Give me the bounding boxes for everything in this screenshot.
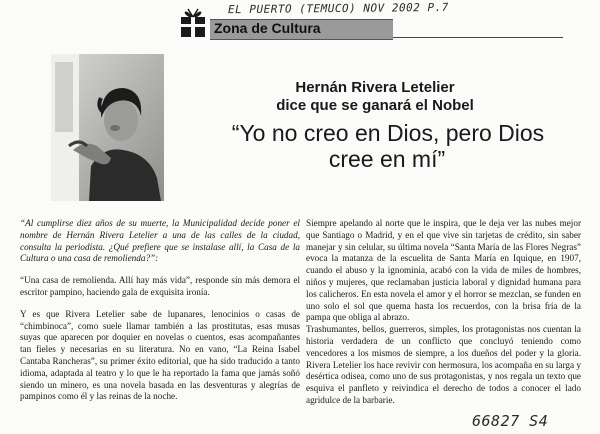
section-title: Zona de Cultura — [214, 20, 321, 36]
article-column-right — [306, 218, 581, 407]
article-kicker-subtitle: dice que se ganará el Nobel — [276, 97, 474, 114]
article-paragraph: “Una casa de remolienda. Allí hay más vida”, responde sin más demora el escritor pampino, haciendo gala de exquisita ironía. — [20, 275, 300, 297]
gift-box-icon — [179, 5, 207, 39]
article-lede: “Al cumplirse diez años de su muerte, la Municipalidad decide poner el nombre de Hernán Rivera Letelier a una de las calles de la ciudad, consulta la periodista. ¿Qué prefiere que se instalase allí, la Casa de la Cultura o una casa de remolienda?”: — [20, 218, 300, 264]
article-headline-line-1: “Yo no creo en Dios, pero Dios — [231, 120, 545, 146]
section-divider — [393, 37, 563, 38]
author-photo — [51, 54, 164, 201]
article-headline-line-2: cree en mí” — [328, 146, 446, 172]
handwritten-clipping-note: EL PUERTO (TEMUCO) NOV 2002 P.7 — [227, 0, 449, 17]
article-paragraph: Y es que Rivera Letelier sabe de lupanares, lenocinios o casas de “chimbinoca”, como suele llamar también a las prostitutas, esas musas suyas que aparecen por doquier en novelas o cuentos, esas acompañantes tan fieles y necesarias en su literatura. No en vano, “La Reina Isabel Cantaba Rancheras”, su primer éxito editorial, que ha sido traducido a tanto idioma, adaptada al teatro y lo que le ha reportado la fama que jamás soñó siendo un minero, es una novela basada en las desventuras y alegrías de pampinos como él y las reinas de la noche. — [20, 308, 300, 402]
article-kicker-author: Hernán Rivera Letelier — [295, 79, 455, 96]
article-paragraph: Siempre apelando al norte que le inspira, que le deja ver las nubes mejor que Santiago o Madrid, y en el que vive sin tarjetas de crédito, sin saber manejar y sin celular, su última novela “Santa María de las Flores Negras” evoca la matanza de la escuelita de Santa María en Iquique, en 1907, cuando el abuso y la ignominia, acabó con la vida de miles de hombres, niños y mujeres, que reclamaban justicia laboral y dignidad humana para los calicheros. En esta novela el amor y el horror se mezclan, se funden en uno solo el sol que quema hasta los recuerdos, con la brisa fría de la pampa que obliga al abrazo. — [306, 218, 581, 323]
article-column-left — [20, 218, 300, 413]
article-paragraph: Trashumantes, bellos, guerreros, simples, los protagonistas nos cuentan la historia verdadera de un conflicto que concluyó teniendo como vencedores a los mismos de siempre, a los dueños del poder y la gloria. Rivera Letelier los hace revivir con hermosura, los acompaña en su larga y desértica odisea, como uno de sus protagonistas, y nos regala un texto que esquiva el panfleto y reivindica el derecho de todos a conocer el lado agridulce de la barbarie. — [306, 324, 581, 405]
handwritten-archive-number: 66827 S4 — [472, 412, 549, 430]
